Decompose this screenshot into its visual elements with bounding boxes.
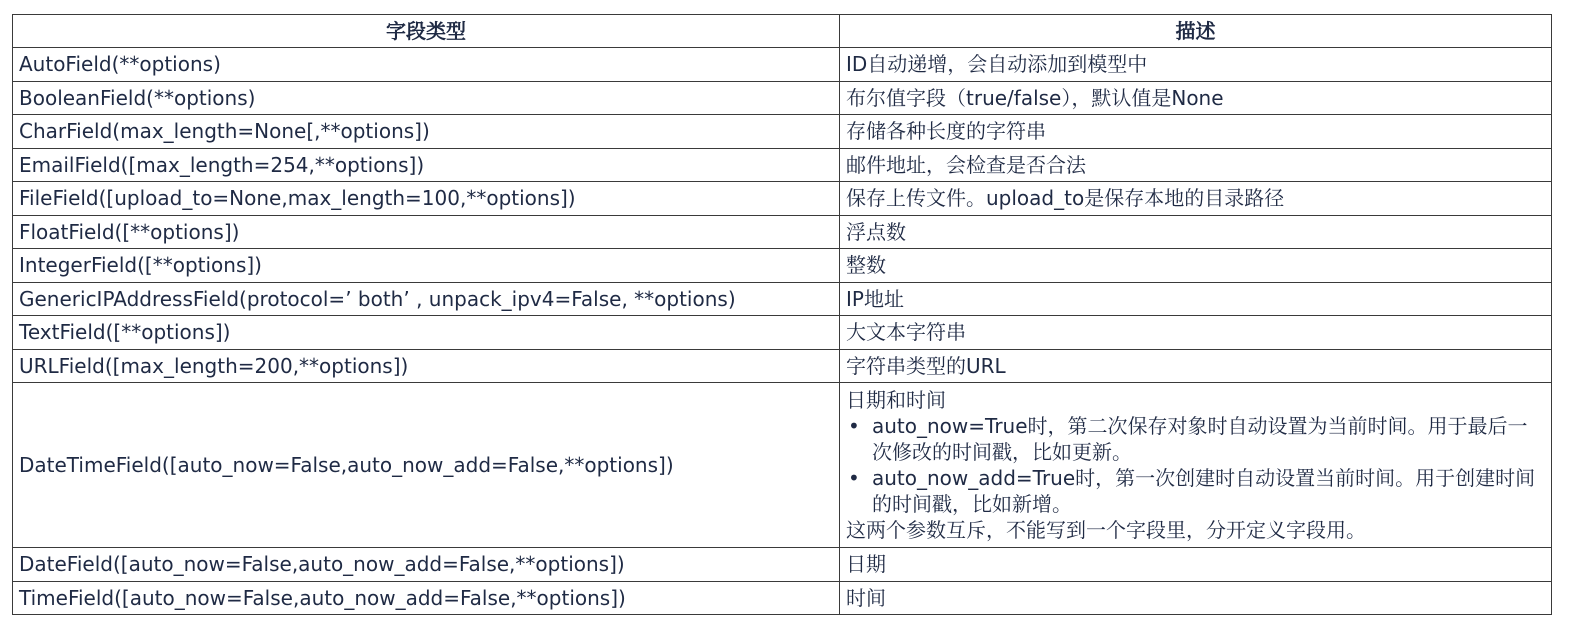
table-header-row bbox=[13, 15, 1552, 48]
field-type-cell: DateField([auto_now=False,auto_now_add=False,**options]) bbox=[13, 548, 840, 582]
header-description: 描述 bbox=[840, 15, 1552, 48]
table-row bbox=[13, 383, 1552, 548]
description-cell: 保存上传文件。upload_to是保存本地的目录路径 bbox=[840, 182, 1552, 216]
table-row bbox=[13, 548, 1552, 582]
bullet-text: auto_now=True时，第二次保存对象时自动设置为当前时间。用于最后一次修改的时间戳，比如更新。 bbox=[872, 414, 1528, 464]
table-row bbox=[13, 282, 1552, 316]
description-cell: 浮点数 bbox=[840, 215, 1552, 249]
list-item bbox=[846, 465, 1545, 517]
field-type-cell: DateTimeField([auto_now=False,auto_now_add=False,**options]) bbox=[13, 383, 840, 548]
description-cell: 邮件地址，会检查是否合法 bbox=[840, 148, 1552, 182]
table-row bbox=[13, 316, 1552, 350]
field-types-table bbox=[12, 14, 1552, 615]
bullet-icon: • bbox=[848, 414, 860, 438]
table-row bbox=[13, 48, 1552, 82]
field-type-cell: FileField([upload_to=None,max_length=100,**options]) bbox=[13, 182, 840, 216]
description-cell: 字符串类型的URL bbox=[840, 349, 1552, 383]
field-type-cell: URLField([max_length=200,**options]) bbox=[13, 349, 840, 383]
table-row bbox=[13, 581, 1552, 615]
description-cell: ID自动递增，会自动添加到模型中 bbox=[840, 48, 1552, 82]
table-row bbox=[13, 249, 1552, 283]
description-cell: IP地址 bbox=[840, 282, 1552, 316]
field-type-cell: IntegerField([**options]) bbox=[13, 249, 840, 283]
table-row bbox=[13, 349, 1552, 383]
description-cell: 时间 bbox=[840, 581, 1552, 615]
table-row bbox=[13, 148, 1552, 182]
field-type-cell: AutoField(**options) bbox=[13, 48, 840, 82]
description-bullet-list bbox=[846, 413, 1545, 517]
field-type-cell: GenericIPAddressField(protocol=’ both’ , unpack_ipv4=False, **options) bbox=[13, 282, 840, 316]
description-cell: 存储各种长度的字符串 bbox=[840, 115, 1552, 149]
table-row bbox=[13, 215, 1552, 249]
header-field-type: 字段类型 bbox=[13, 15, 840, 48]
description-cell: 日期 bbox=[840, 548, 1552, 582]
table-row bbox=[13, 115, 1552, 149]
field-type-cell: FloatField([**options]) bbox=[13, 215, 840, 249]
bullet-text: auto_now_add=True时，第一次创建时自动设置当前时间。用于创建时间的时间戳，比如新增。 bbox=[872, 466, 1536, 516]
list-item bbox=[846, 413, 1545, 465]
table-row bbox=[13, 81, 1552, 115]
description-cell: 大文本字符串 bbox=[840, 316, 1552, 350]
field-type-cell: BooleanField(**options) bbox=[13, 81, 840, 115]
description-intro: 日期和时间 bbox=[846, 388, 946, 412]
description-cell: 整数 bbox=[840, 249, 1552, 283]
description-cell: 布尔值字段（true/false），默认值是None bbox=[840, 81, 1552, 115]
bullet-icon: • bbox=[848, 466, 860, 490]
description-cell bbox=[840, 383, 1552, 548]
field-type-cell: TimeField([auto_now=False,auto_now_add=False,**options]) bbox=[13, 581, 840, 615]
field-type-cell: TextField([**options]) bbox=[13, 316, 840, 350]
table-row bbox=[13, 182, 1552, 216]
field-type-cell: EmailField([max_length=254,**options]) bbox=[13, 148, 840, 182]
field-type-cell: CharField(max_length=None[,**options]) bbox=[13, 115, 840, 149]
description-outro: 这两个参数互斥，不能写到一个字段里，分开定义字段用。 bbox=[846, 518, 1366, 542]
